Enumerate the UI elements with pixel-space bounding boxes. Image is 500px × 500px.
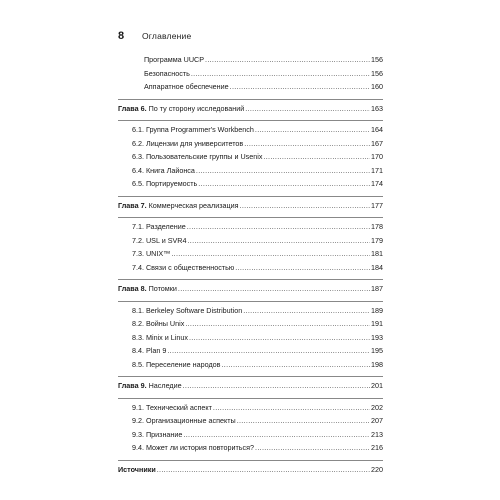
dot-leader (230, 82, 370, 91)
toc-entry-title (118, 443, 254, 452)
toc-entry-title (118, 319, 184, 328)
toc-entry-title (118, 139, 243, 148)
toc-entry-page: 171 (371, 165, 383, 175)
dot-leader (157, 465, 370, 474)
toc-entry-title (118, 55, 204, 64)
dot-leader (245, 104, 370, 113)
toc-section[interactable] (118, 179, 383, 193)
toc-entry-title (118, 263, 234, 272)
dot-leader (191, 69, 370, 78)
dot-leader (198, 179, 370, 188)
chapter-title: Потомки (148, 284, 177, 293)
section-divider (118, 99, 383, 100)
section-title: 7.3. UNIX™ (132, 249, 171, 258)
sources-title: Источники (118, 464, 156, 474)
toc-entry-page: 216 (371, 443, 383, 452)
dot-leader (221, 360, 370, 369)
section-title: 6.4. Книга Лайонса (132, 165, 195, 175)
table-of-contents (118, 55, 383, 478)
subsection-title: Программа UUCP (144, 55, 205, 64)
toc-section[interactable] (118, 443, 383, 457)
toc-entry-page: 170 (371, 152, 383, 161)
section-divider (118, 301, 383, 302)
dot-leader (235, 263, 370, 272)
toc-entry-page: 202 (371, 402, 383, 412)
toc-entry-title (118, 430, 182, 439)
subsection-title: Безопасность (144, 68, 190, 78)
toc-section[interactable] (118, 125, 383, 139)
section-title: 8.1. Berkeley Software Distribution (132, 305, 243, 315)
section-divider (118, 460, 383, 461)
section-title: 7.2. USL и SVR4 (132, 235, 187, 245)
toc-section[interactable] (118, 306, 383, 320)
toc-entry-title (118, 82, 229, 91)
toc-entry-title (118, 236, 187, 245)
dot-leader (171, 249, 370, 258)
chapter-label: Глава 8. (118, 284, 147, 293)
toc-entry-page: 179 (371, 235, 383, 245)
toc-section[interactable] (118, 249, 383, 263)
section-divider (118, 376, 383, 377)
section-title: 8.3. Minix и Linux (132, 332, 188, 342)
page-number: 8 (118, 30, 125, 42)
section-title: 7.4. Связи с общественностью (132, 262, 235, 272)
toc-section[interactable] (118, 166, 383, 180)
toc-chapter[interactable] (118, 284, 383, 298)
dot-leader (183, 381, 370, 390)
toc-entry-page: 184 (371, 262, 383, 272)
toc-entry-title (118, 381, 182, 390)
toc-chapter[interactable] (118, 381, 383, 395)
dot-leader (255, 125, 370, 134)
section-title: 9.1. Технический аспект (132, 402, 212, 412)
chapter-title: По ту сторону исследований (148, 103, 245, 113)
toc-entry-page: 213 (371, 429, 383, 439)
section-divider (118, 120, 383, 121)
dot-leader (178, 284, 370, 293)
toc-entry-title (118, 179, 197, 188)
dot-leader (196, 166, 370, 175)
section-title: 6.1. Группа Programmer's Workbench (132, 125, 254, 134)
section-divider (118, 196, 383, 197)
dot-leader (213, 403, 370, 412)
toc-entry-page: 195 (371, 346, 383, 355)
toc-chapter[interactable] (118, 201, 383, 215)
dot-leader (189, 333, 370, 342)
section-title: 8.5. Переселение народов (132, 359, 221, 369)
dot-leader (237, 416, 370, 425)
toc-entry-page: 178 (371, 222, 383, 231)
section-title: 8.4. Plan 9 (132, 346, 167, 355)
section-divider (118, 279, 383, 280)
toc-entry-page: 220 (371, 464, 383, 474)
toc-section[interactable] (118, 360, 383, 374)
section-divider (118, 217, 383, 218)
toc-section[interactable] (118, 319, 383, 333)
toc-entry-page: 181 (371, 249, 383, 258)
toc-sources[interactable] (118, 465, 383, 479)
chapter-label: Глава 9. (118, 381, 147, 390)
toc-entry-title (118, 465, 156, 474)
chapter-label: Глава 6. (118, 103, 147, 113)
toc-section[interactable] (118, 222, 383, 236)
dot-leader (243, 306, 370, 315)
toc-section[interactable] (118, 403, 383, 417)
chapter-label: Глава 7. (118, 200, 147, 210)
toc-entry-page: 207 (371, 416, 383, 425)
dot-leader (167, 346, 370, 355)
dot-leader (255, 443, 370, 452)
toc-entry-title (118, 333, 188, 342)
toc-section[interactable] (118, 416, 383, 430)
toc-section[interactable] (118, 263, 383, 277)
toc-entry-title (118, 125, 254, 134)
toc-entry-title (118, 152, 262, 161)
toc-entry-title (118, 69, 190, 78)
toc-entry-page: 177 (371, 200, 383, 210)
toc-entry-title (118, 222, 186, 231)
section-title: 8.2. Войны Unix (132, 319, 185, 328)
toc-entry-page: 160 (371, 82, 383, 91)
dot-leader (263, 152, 370, 161)
toc-subsection[interactable] (118, 69, 383, 83)
section-title: 6.5. Портируемость (132, 179, 198, 188)
toc-section[interactable] (118, 236, 383, 250)
section-title: 7.1. Разделение (132, 222, 186, 231)
chapter-title: Коммерческая реализация (148, 200, 239, 210)
toc-section[interactable] (118, 139, 383, 153)
toc-entry-title (118, 403, 212, 412)
dot-leader (185, 319, 370, 328)
dot-leader (183, 430, 370, 439)
toc-entry-title (118, 360, 220, 369)
toc-subsection[interactable] (118, 82, 383, 96)
toc-section[interactable] (118, 430, 383, 444)
toc-entry-title (118, 306, 242, 315)
running-title: Оглавление (142, 31, 192, 41)
toc-entry-page: 189 (371, 305, 383, 315)
toc-entry-page: 193 (371, 332, 383, 342)
toc-section[interactable] (118, 346, 383, 360)
section-title: 9.2. Организационные аспекты (132, 416, 236, 425)
dot-leader (240, 201, 370, 210)
section-title: 9.3. Признание (132, 429, 183, 439)
toc-section[interactable] (118, 333, 383, 347)
section-divider (118, 398, 383, 399)
toc-entry-page: 156 (371, 55, 383, 64)
section-title: 6.2. Лицензии для университетов (132, 138, 244, 148)
toc-entry-page: 174 (371, 179, 383, 188)
section-title: 9.4. Может ли история повториться? (132, 443, 255, 452)
toc-chapter[interactable] (118, 104, 383, 118)
toc-entry-page: 201 (371, 381, 383, 390)
chapter-title: Наследие (148, 381, 182, 390)
dot-leader (188, 236, 371, 245)
toc-entry-title (118, 416, 236, 425)
toc-entry-title (118, 249, 170, 258)
toc-subsection[interactable] (118, 55, 383, 69)
toc-entry-title (118, 201, 239, 210)
toc-section[interactable] (118, 152, 383, 166)
toc-entry-page: 191 (371, 319, 383, 328)
dot-leader (205, 55, 370, 64)
toc-entry-page: 164 (371, 125, 383, 134)
toc-entry-title (118, 284, 177, 293)
toc-entry-title (118, 104, 244, 113)
toc-entry-page: 198 (371, 359, 383, 369)
dot-leader (187, 222, 370, 231)
toc-entry-page: 156 (371, 68, 383, 78)
toc-entry-title (118, 346, 166, 355)
toc-entry-page: 187 (371, 284, 383, 293)
toc-entry-page: 167 (371, 138, 383, 148)
dot-leader (244, 139, 370, 148)
subsection-title: Аппаратное обеспечение (144, 82, 229, 91)
section-title: 6.3. Пользовательские группы и Usenix (132, 152, 263, 161)
toc-entry-title (118, 166, 195, 175)
toc-entry-page: 163 (371, 103, 383, 113)
page-header (118, 30, 191, 44)
